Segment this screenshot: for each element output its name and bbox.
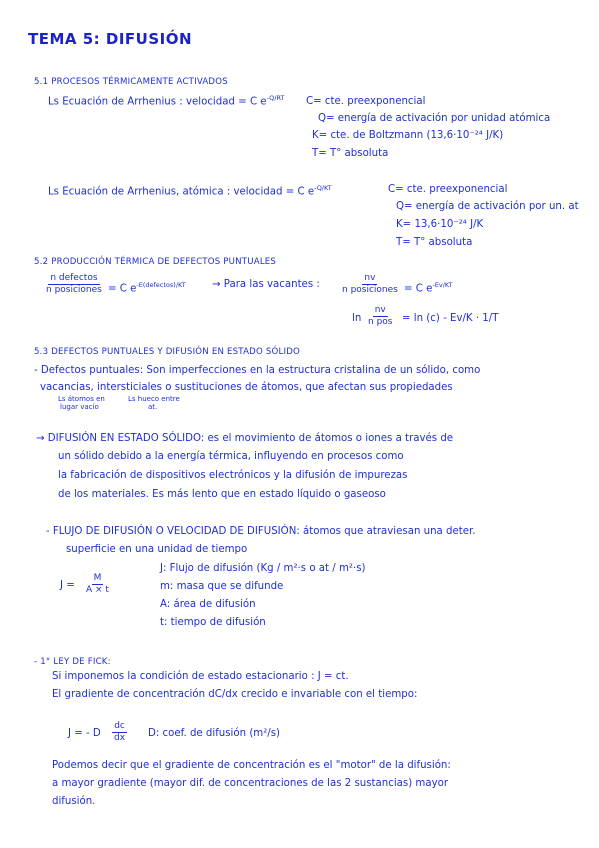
arrhenius-equation <box>48 92 284 108</box>
vacancies-arrow-text: → Para las vacantes : <box>212 279 320 290</box>
defects-equation <box>108 279 186 295</box>
vacancies-equation-text: = C e <box>404 283 433 295</box>
defects-definition-line-2: vacancias, intersticiales o sustituciones de átomos, que afectan sus propiedades <box>40 382 453 393</box>
diffusion-definition-line-2: un sólido debido a la energía térmica, influyendo en procesos como <box>58 451 404 462</box>
defects-fraction <box>44 273 104 296</box>
fick-fraction-denominator: dx <box>114 733 126 743</box>
flux-definition-line-2: superficie en una unidad de tiempo <box>66 544 248 555</box>
section-5-3-heading: 5.3 DEFECTOS PUNTUALES Y DIFUSIÓN EN ESTADO SÓLIDO <box>34 347 300 357</box>
ln-fraction <box>366 305 394 328</box>
section-5-1-heading: 5.1 PROCESOS TÉRMICAMENTE ACTIVADOS <box>34 77 228 87</box>
diffusion-definition-line-1: → DIFUSIÓN EN ESTADO SÓLIDO: es el movimiento de átomos o iones a través de <box>36 433 454 444</box>
arrhenius2-legend-t: T= T° absoluta <box>396 237 473 248</box>
fick-line-1: Si imponemos la condición de estado estacionario : J = ct. <box>52 671 349 682</box>
arrhenius-atomic-text: Ls Ecuación de Arrhenius, atómica : velocidad = C e <box>48 186 315 198</box>
fick-coefficient-legend: D: coef. de difusión (m²/s) <box>148 728 281 739</box>
flux-fraction <box>84 573 111 596</box>
ln-fraction-denominator: n pos <box>368 317 393 327</box>
fick-conclusion-line-2: a mayor gradiente (mayor dif. de concentraciones de las 2 sustancias) mayor <box>52 778 449 789</box>
interstitial-note-line-1: Ls hueco entre <box>128 395 180 403</box>
interstitial-note-line-2: at. <box>148 403 158 411</box>
fick-line-2: El gradiente de concentración dC/dx crecido e invariable con el tiempo: <box>52 689 418 700</box>
fick-equation-left: J = - D <box>68 728 101 739</box>
arrhenius2-legend-c: C= cte. preexponencial <box>388 184 508 195</box>
ln-equation-left: ln <box>352 313 362 324</box>
vacancies-equation <box>404 279 453 295</box>
vacancy-note-line-1: Ls átomos en <box>58 395 105 403</box>
vacancies-equation-exponent: -Ev/KT <box>432 281 453 289</box>
vacancies-fraction-numerator: nv <box>364 273 376 283</box>
fick-conclusion-line-1: Podemos decir que el gradiente de concentración es el "motor" de la difusión: <box>52 760 451 771</box>
vacancy-note-line-2: lugar vacío <box>60 403 99 411</box>
arrhenius-atomic-equation <box>48 182 332 198</box>
vacancies-fraction-denominator: n posiciones <box>342 285 398 295</box>
page-title: TEMA 5: DIFUSIÓN <box>28 30 193 48</box>
arrhenius-legend-c: C= cte. preexponencial <box>306 96 426 107</box>
flux-fraction-denominator: A × t <box>86 585 109 595</box>
ln-equation-right: = ln (c) - Ev/K · 1/T <box>402 313 499 324</box>
flux-legend-j: J: Flujo de difusión (Kg / m²·s o at / m²·s) <box>160 563 366 574</box>
diffusion-definition-line-4: de los materiales. Es más lento que en estado líquido o gaseoso <box>58 489 386 500</box>
vacancies-fraction <box>340 273 400 296</box>
arrhenius-legend-q: Q= energía de activación por unidad atómica <box>318 113 551 124</box>
fick-conclusion-line-3: difusión. <box>52 796 96 807</box>
flux-equation-left: J = <box>60 580 75 591</box>
defects-equation-text: = C e <box>108 283 137 295</box>
defects-equation-exponent: -E(defectos)/KT <box>136 281 186 289</box>
arrhenius-legend-t: T= T° absoluta <box>312 148 389 159</box>
arrhenius-exponent: -Q/RT <box>266 94 285 102</box>
arrhenius-text: Ls Ecuación de Arrhenius : velocidad = C e <box>48 96 267 108</box>
ln-fraction-numerator: nv <box>374 305 386 315</box>
flux-fraction-numerator: M <box>93 573 102 583</box>
arrhenius-legend-k: K= cte. de Boltzmann (13,6·10⁻²⁴ J/K) <box>312 130 504 141</box>
arrhenius2-legend-k: K= 13,6·10⁻²⁴ J/K <box>396 219 484 230</box>
fick-fraction <box>112 721 127 744</box>
flux-legend-a: A: área de difusión <box>160 599 256 610</box>
arrhenius2-legend-q: Q= energía de activación por un. at <box>396 201 579 212</box>
section-5-2-heading: 5.2 PRODUCCIÓN TÉRMICA DE DEFECTOS PUNTUALES <box>34 257 277 267</box>
defects-fraction-numerator: n defectos <box>50 273 98 283</box>
diffusion-definition-line-3: la fabricación de dispositivos electrónicos y la difusión de impurezas <box>58 470 408 481</box>
defects-fraction-denominator: n posiciones <box>46 285 102 295</box>
fick-fraction-numerator: dc <box>114 721 125 731</box>
flux-definition-line-1: - FLUJO DE DIFUSIÓN O VELOCIDAD DE DIFUSIÓN: átomos que atraviesan una deter. <box>46 526 476 537</box>
fick-law-heading: - 1° LEY DE FICK: <box>34 657 111 667</box>
defects-definition-line-1: - Defectos puntuales: Son imperfecciones en la estructura cristalina de un sólido, como <box>34 365 481 376</box>
arrhenius-atomic-exponent: -Q/KT <box>314 184 332 192</box>
flux-legend-m: m: masa que se difunde <box>160 581 284 592</box>
flux-legend-t: t: tiempo de difusión <box>160 617 266 628</box>
